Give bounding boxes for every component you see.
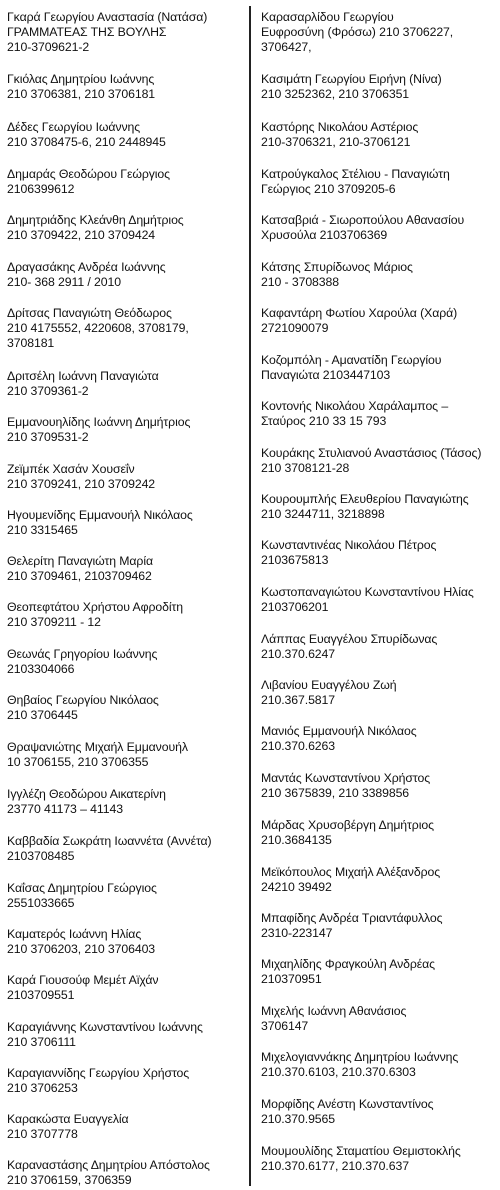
contact-name: Γκαρά Γεωργίου Αναστασία (Νατάσα) <box>7 10 208 24</box>
contact-entry <box>7 927 155 957</box>
contact-detail: 210 4175552, 4220608, 3708179, <box>7 321 189 335</box>
contact-name: Μαντάς Κωνσταντίνου Χρήστος <box>261 771 431 785</box>
contact-entry <box>7 462 155 492</box>
contact-entry <box>7 1066 189 1096</box>
contact-entry <box>261 1004 406 1034</box>
contact-detail: 210 3708475-6, 210 2448945 <box>7 135 166 149</box>
contact-name: Κωνσταντινέας Νικολάου Πέτρος <box>261 538 437 552</box>
contact-name: Μανιός Εμμανουήλ Νικόλαος <box>261 724 417 738</box>
contact-detail: 210.370.9565 <box>261 1112 336 1126</box>
contact-entry <box>261 865 440 895</box>
contact-name: Θραψανιώτης Μιχαήλ Εμμανουήλ <box>7 740 188 754</box>
contact-name: Μουμουλίδης Σταματίου Θεμιστοκλής <box>261 1144 461 1158</box>
contact-name: Δημαράς Θεοδώρου Γεώργιος <box>7 167 170 181</box>
contact-detail: 210- 368 2911 / 2010 <box>7 275 122 289</box>
contact-name: Κοζομπόλη - Αμανατίδη Γεωργίου <box>261 353 442 367</box>
contact-entry <box>261 1097 433 1127</box>
contact-entry <box>7 260 166 290</box>
contact-detail: 210 3709461, 2103709462 <box>7 569 152 583</box>
contact-name: Μιχελής Ιωάννη Αθανάσιος <box>261 1004 407 1018</box>
contact-detail: ΓΡΑΜΜΑΤΕΑΣ ΤΗΣ ΒΟΥΛΗΣ <box>7 25 167 39</box>
contact-name: Καραναστάσης Δημητρίου Απόστολος <box>7 1158 210 1172</box>
contact-name: Μιχαηλίδης Φραγκούλη Ανδρέας <box>261 957 435 971</box>
contact-detail: Χρυσούλα 2103706369 <box>261 228 388 242</box>
contact-name: Μπαφίδης Ανδρέα Τριαντάφυλλος <box>261 911 443 925</box>
contact-name: Θεωνάς Γρηγορίου Ιωάννης <box>7 647 158 661</box>
contact-detail: 210 - 3708388 <box>261 275 340 289</box>
contact-entry <box>261 771 430 801</box>
contact-entry <box>261 1144 461 1174</box>
contact-entry <box>7 834 212 864</box>
contact-name: Ιγγλέζη Θεοδώρου Αικατερίνη <box>7 787 166 801</box>
contact-entry <box>261 724 417 754</box>
contact-name: Κάτσης Σπυρίδωνος Μάριος <box>261 260 413 274</box>
contact-name: Καστόρης Νικολάου Αστέριος <box>261 120 419 134</box>
contact-entry <box>7 973 158 1003</box>
contact-name: Καΐσας Δημητρίου Γεώργιος <box>7 881 157 895</box>
contact-detail: 210 3706111 <box>7 1035 76 1049</box>
contact-entry <box>261 818 434 848</box>
contact-name: Κατρούγκαλος Στέλιου - Παναγιώτη <box>261 167 450 181</box>
contact-entry <box>261 72 442 102</box>
contact-name: Κωστοπαναγιώτου Κωνσταντίνου Ηλίας <box>261 585 474 599</box>
contact-entry <box>7 167 170 197</box>
contact-name: Θελερίτη Παναγιώτη Μαρία <box>7 554 153 568</box>
contact-detail: 210 3709361-2 <box>7 384 89 398</box>
contact-name: Κουράκης Στυλιανού Αναστάσιος (Τάσος) <box>261 446 482 460</box>
contact-detail: 2551033665 <box>7 896 75 910</box>
contact-detail: Γεώργιος 210 3709205-6 <box>261 182 396 196</box>
contact-detail: 210 3709531-2 <box>7 430 89 444</box>
contact-entry <box>261 120 418 150</box>
contact-detail: 2721090079 <box>261 321 329 335</box>
contact-entry <box>7 647 157 677</box>
contact-name: Δημητριάδης Κλεάνθη Δημήτριος <box>7 213 184 227</box>
contact-detail: 210 3709422, 210 3709424 <box>7 228 156 242</box>
contact-entry <box>261 911 442 941</box>
contact-name: Δριτσέλη Ιωάννη Παναγιώτα <box>7 369 159 383</box>
contact-detail: 210 3706159, 3706359 <box>7 1173 132 1187</box>
contact-entry <box>7 740 188 770</box>
contact-detail: 2103709551 <box>7 988 75 1002</box>
contact-name: Εμμανουηλίδης Ιωάννη Δημήτριος <box>7 415 191 429</box>
contact-entry <box>7 415 190 445</box>
contact-detail: 3706147 <box>261 1019 309 1033</box>
contact-detail: 210-3709621-2 <box>7 40 90 54</box>
contact-detail: 210.370.6263 <box>261 739 336 753</box>
contact-detail: 210 3709211 - 12 <box>7 615 101 629</box>
contact-detail: Σταύρος 210 33 15 793 <box>261 414 387 428</box>
contact-entry <box>7 881 157 911</box>
contact-entry <box>7 508 193 538</box>
contact-name: Δραγασάκης Ανδρέα Ιωάννης <box>7 260 166 274</box>
contact-name: Λιβανίου Ευαγγέλου Ζωή <box>261 678 397 692</box>
contact-name: Μιχελογιαννάκης Δημητρίου Ιωάννης <box>261 1050 459 1064</box>
contact-entry <box>7 1112 129 1142</box>
contact-detail: 3708181 <box>7 336 55 350</box>
contact-detail: 210 3709241, 210 3709242 <box>7 477 156 491</box>
contact-detail: Παναγιώτα 2103447103 <box>261 368 391 382</box>
contact-entry <box>261 538 436 568</box>
contact-name: Ηγουμενίδης Εμμανουήλ Νικόλαος <box>7 508 193 522</box>
contact-entry <box>261 446 481 476</box>
contact-name: Καββαδία Σωκράτη Ιωαννέτα (Αννέτα) <box>7 834 212 848</box>
contact-entry <box>261 1050 458 1080</box>
contact-name: Καματερός Ιωάννη Ηλίας <box>7 927 142 941</box>
contact-entry <box>261 585 474 615</box>
contact-entry <box>261 957 435 987</box>
contact-entry <box>7 787 166 817</box>
contact-entry <box>261 399 448 429</box>
contact-name: Μορφίδης Ανέστη Κωνσταντίνος <box>261 1097 434 1111</box>
contact-name: Κατσαβριά - Σιωροπούλου Αθανασίου <box>261 213 465 227</box>
contact-detail: 210.367.5817 <box>261 693 336 707</box>
contact-detail: 210 3707778 <box>7 1127 78 1141</box>
contact-detail: 2103675813 <box>261 553 329 567</box>
contact-entry <box>261 213 464 243</box>
contact-detail: 210-3706321, 210-3706121 <box>261 135 411 149</box>
contact-name: Μεϊκόπουλος Μιχαήλ Αλέξανδρος <box>261 865 441 879</box>
contact-detail: 2103708485 <box>7 849 75 863</box>
contact-name: Καρά Γιουσούφ Μεμέτ Αϊχάν <box>7 973 159 987</box>
contact-entry <box>261 306 457 336</box>
contact-detail: 210370951 <box>261 972 322 986</box>
contact-detail: 2103706201 <box>261 600 329 614</box>
contact-entry <box>261 167 450 197</box>
contact-detail: 210 3706381, 210 3706181 <box>7 87 156 101</box>
contact-detail: 2106399612 <box>7 182 75 196</box>
contact-detail: 210 3706203, 210 3706403 <box>7 942 156 956</box>
contact-entry <box>7 72 155 102</box>
contact-detail: 210 3706445 <box>7 708 78 722</box>
contact-name: Θεοπεφτάτου Χρήστου Αφροδίτη <box>7 600 184 614</box>
contact-detail: 210 3675839, 210 3389856 <box>261 786 410 800</box>
contact-name: Ζεϊμπέκ Χασάν Χουσεΐν <box>7 462 135 476</box>
contact-name: Θηβαίος Γεωργίου Νικόλαος <box>7 693 159 707</box>
column-divider <box>249 6 251 1186</box>
contact-name: Κουρουμπλής Ελευθερίου Παναγιώτης <box>261 492 469 506</box>
contact-detail: 2103304066 <box>7 662 75 676</box>
contact-entry <box>261 678 397 708</box>
contact-entry <box>7 306 189 351</box>
contact-detail: 2310-223147 <box>261 926 333 940</box>
contact-detail: Ευφροσύνη (Φρόσω) 210 3706227, <box>261 25 454 39</box>
contact-name: Λάππας Ευαγγέλου Σπυρίδωνας <box>261 632 438 646</box>
contact-name: Δέδες Γεωργίου Ιωάννης <box>7 120 141 134</box>
contact-detail: 24210 39492 <box>261 880 332 894</box>
contact-entry <box>7 120 166 150</box>
contact-entry <box>261 10 453 55</box>
contact-detail: 210 3252362, 210 3706351 <box>261 87 410 101</box>
contact-entry <box>7 693 159 723</box>
contact-entry <box>7 213 184 243</box>
contact-detail: 210 3244711, 3218898 <box>261 507 385 521</box>
contact-name: Καραγιάννης Κωνσταντίνου Ιωάννης <box>7 1020 203 1034</box>
contact-entry <box>7 1020 203 1050</box>
contact-entry <box>261 492 469 522</box>
contact-detail: 210 3708121-28 <box>261 461 350 475</box>
contact-name: Καρασαρλίδου Γεωργίου <box>261 10 394 24</box>
contact-name: Καφαντάρη Φωτίου Χαρούλα (Χαρά) <box>261 306 458 320</box>
contact-name: Γκιόλας Δημητρίου Ιωάννης <box>7 72 155 86</box>
contact-entry <box>261 632 437 662</box>
contact-detail: 210.370.6103, 210.370.6303 <box>261 1065 416 1079</box>
contact-entry <box>7 554 153 584</box>
contact-detail: 210.370.6177, 210.370.637 <box>261 1159 409 1173</box>
contact-name: Καραγιαννίδης Γεωργίου Χρήστος <box>7 1066 190 1080</box>
contact-entry <box>261 353 441 383</box>
contact-name: Καρακώστα Ευαγγελία <box>7 1112 129 1126</box>
contact-entry <box>7 369 159 399</box>
contact-detail: 210.3684135 <box>261 833 332 847</box>
contact-name: Μάρδας Χρυσοβέργη Δημήτριος <box>261 818 434 832</box>
contact-entry <box>7 1158 210 1188</box>
contact-name: Κασιμάτη Γεωργίου Ειρήνη (Νίνα) <box>261 72 442 86</box>
contact-detail: 210 3706253 <box>7 1081 78 1095</box>
contact-entry <box>7 600 183 630</box>
contact-entry <box>7 10 207 55</box>
contact-detail: 3706427, <box>261 40 312 54</box>
contact-name: Κοντονής Νικολάου Χαράλαμπος – <box>261 399 449 413</box>
contact-name: Δρίτσας Παναγιώτη Θεόδωρος <box>7 306 172 320</box>
contact-detail: 23770 41173 – 41143 <box>7 802 123 816</box>
contact-entry <box>261 260 413 290</box>
contact-detail: 210 3315465 <box>7 523 78 537</box>
contact-detail: 10 3706155, 210 3706355 <box>7 755 149 769</box>
contact-detail: 210.370.6247 <box>261 647 336 661</box>
